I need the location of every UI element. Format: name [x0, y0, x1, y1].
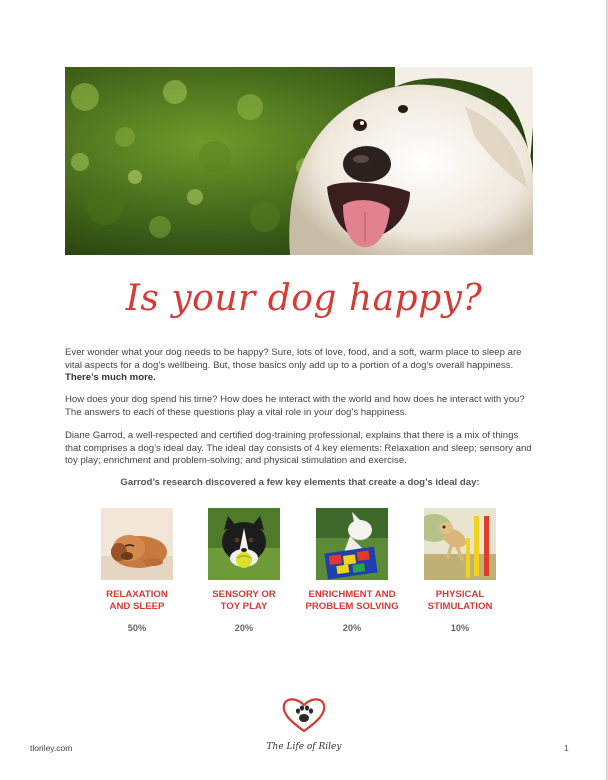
puppy-with-ball-photo — [208, 508, 280, 580]
element-percent: 20% — [342, 623, 362, 633]
element-card-relaxation — [82, 508, 192, 633]
page-number: 1 — [564, 743, 569, 753]
brand-name: The Life of Riley — [266, 742, 342, 752]
dog-agility-photo — [424, 508, 496, 580]
element-card-physical — [405, 508, 515, 633]
element-label: PHYSICAL STIMULATION — [427, 589, 493, 612]
sleeping-puppy-photo — [101, 508, 173, 580]
third-paragraph: Diane Garrod, a well-respected and certified dog-training professional, explains that there is a mix of things that comprises a dog’s ideal day. The ideal day consists of 4 key elements: Relaxation and sleep; sensory and toy play; enrichment and problem-solving; and physical stimulation and exercise. — [65, 430, 532, 467]
intro-paragraph — [65, 347, 535, 385]
website-link[interactable]: tloriley.com — [30, 743, 73, 753]
element-label: RELAXATION AND SLEEP — [106, 589, 168, 612]
heart-paw-icon — [276, 695, 332, 735]
hero-dog-photo — [65, 67, 533, 255]
element-percent: 10% — [450, 623, 470, 633]
element-card-sensory — [189, 508, 299, 633]
element-label: SENSORY OR TOY PLAY — [212, 589, 276, 612]
second-paragraph: How does your dog spend his time? How does he interact with the world and how does he interact with you? The answers to each of these questions play a vital role in your dog’s happiness. — [65, 394, 525, 418]
element-label: ENRICHMENT AND PROBLEM SOLVING — [305, 589, 399, 612]
element-percent: 20% — [234, 623, 254, 633]
element-card-enrichment — [297, 508, 407, 633]
dog-puzzle-toy-photo — [316, 508, 388, 580]
page-title: Is your dog happy? — [125, 278, 483, 319]
intro-emphasis: There’s much more. — [65, 372, 156, 384]
intro-text: Ever wonder what your dog needs to be happy? Sure, lots of love, food, and a soft, warm place to sleep are vital aspects for a dog’s wellbeing. But, those basics only add up to a portion of a dog’s overall happiness. — [65, 347, 522, 371]
element-percent: 50% — [127, 623, 147, 633]
elements-lead-text: Garrod’s research discovered a few key elements that create a dog’s ideal day: — [120, 477, 480, 488]
